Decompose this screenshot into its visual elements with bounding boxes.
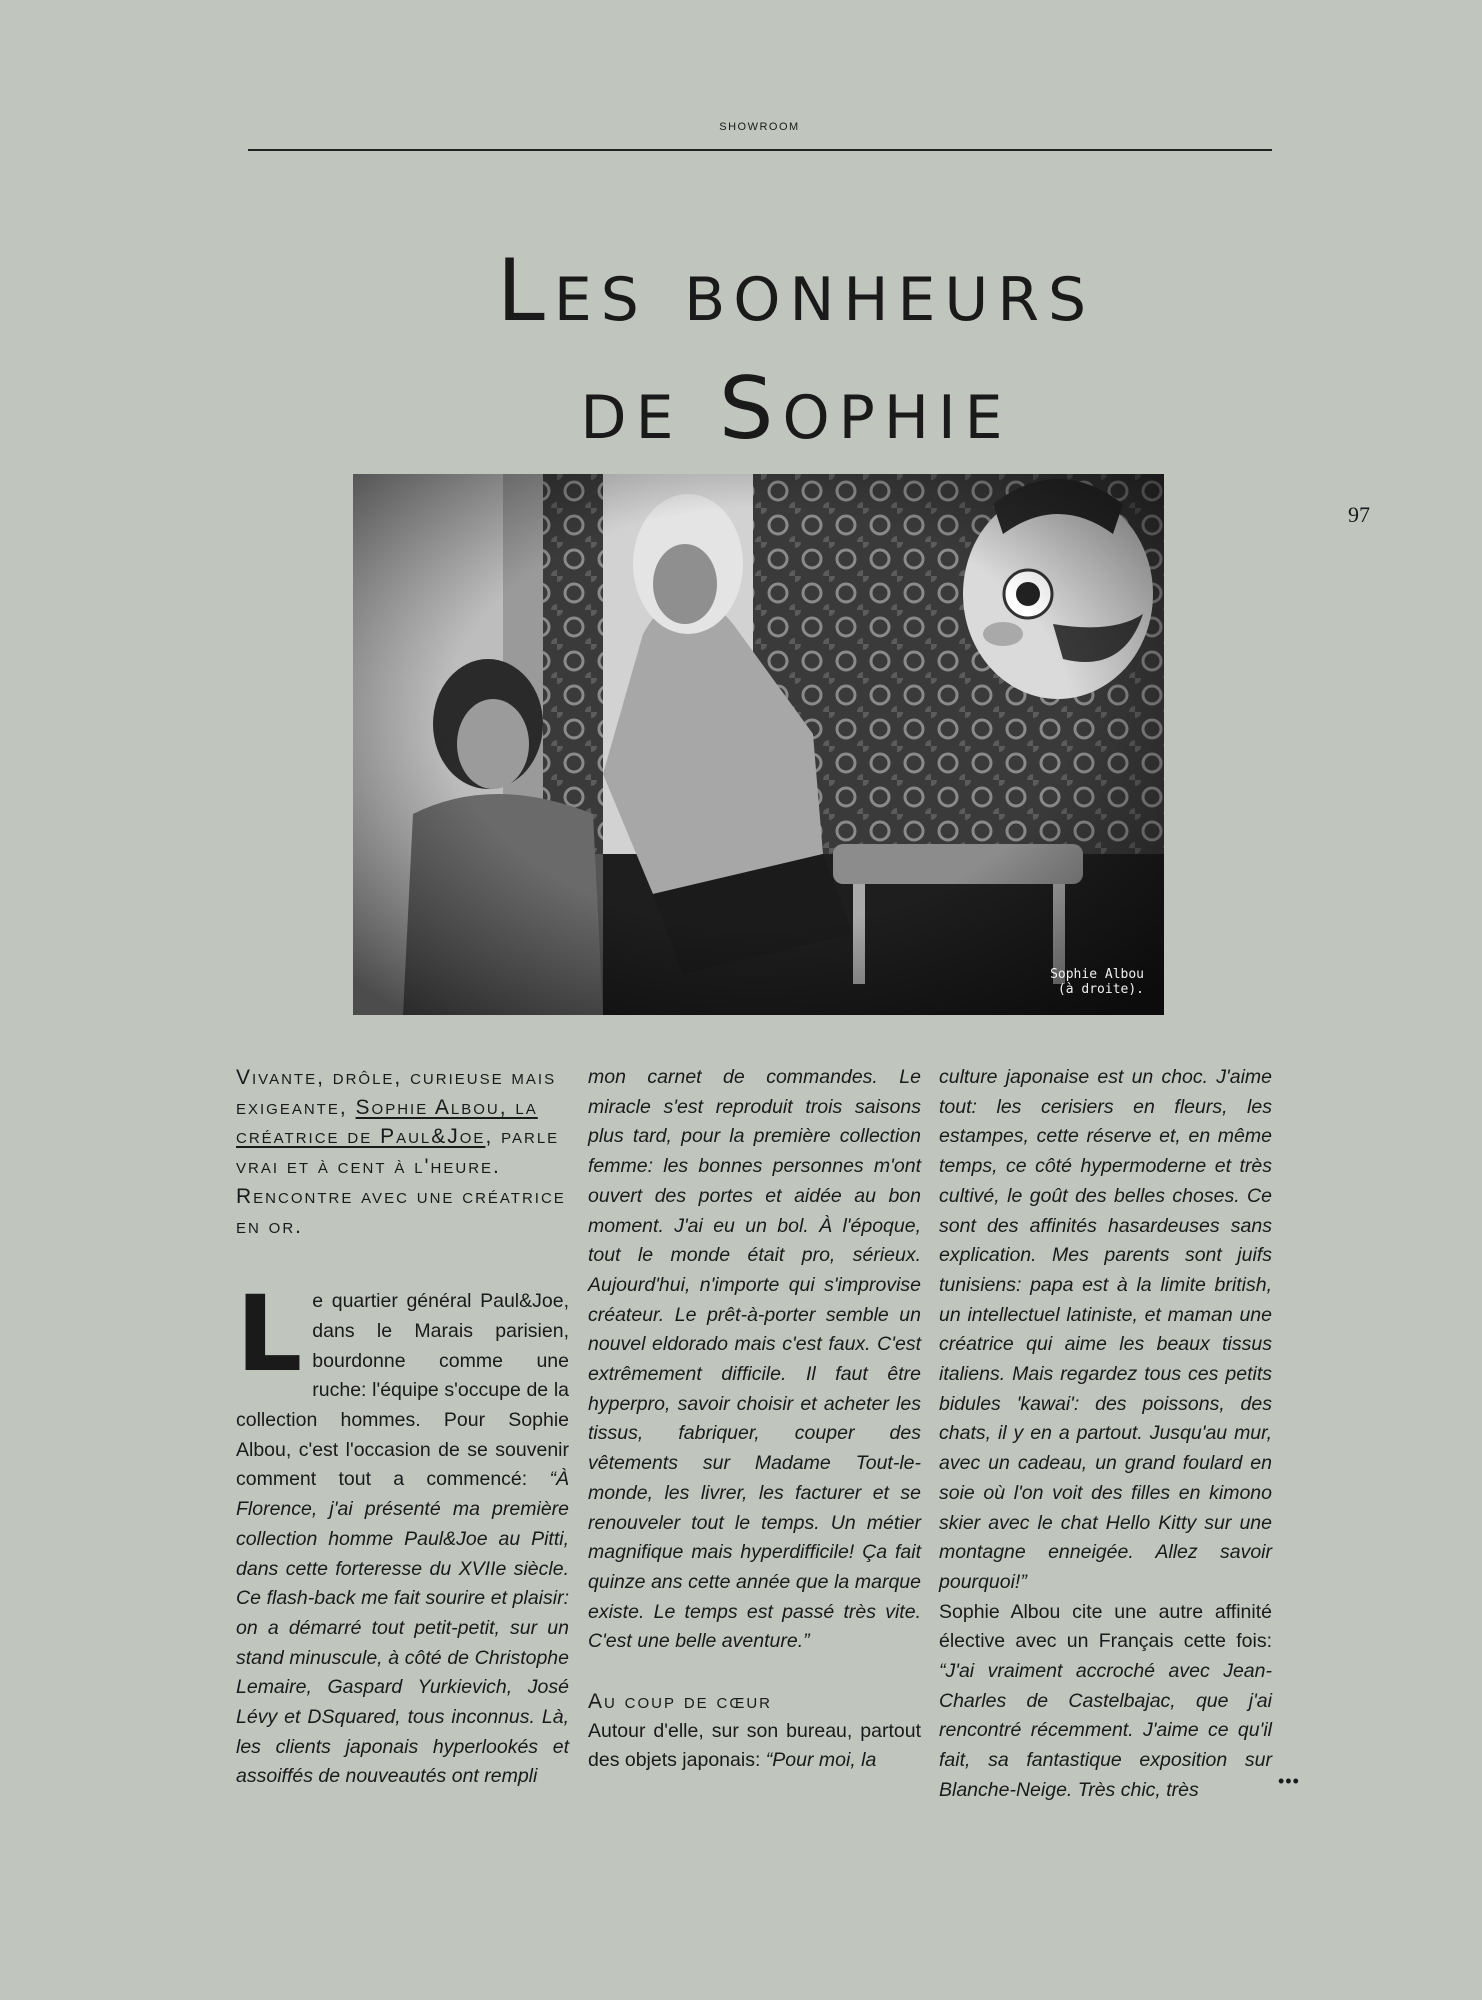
quote-text: “À Florence, j'ai présenté ma première collection homme Paul&Joe au Pitti, dans cette forteresse du XVIIe siècle. Ce flash-back me fait sourire et plaisir: on a démarré tout petit-petit, sur un stand minuscule, à côté de Christophe Lemaire, Gaspard Yurkievich, José Lévy et DSquared, tous inconnus. Là, les clients japonais hyperlookés et assoiffés de nouveautés ont rempli [236,1468,569,1788]
title-line-2: de Sophie [580,359,1012,459]
title-line-1: Les bonheurs [496,241,1096,341]
portrait-photo [353,474,1164,1015]
section-label: SHOWROOM [719,121,800,133]
body-paragraph-1-cont: mon carnet de commandes. Le miracle s'est reproduit trois saisons plus tard, pour la première collection femme: les bonnes personnes m'ont ouvert des portes et aidée au bon moment. J'ai eu un bol. À l'époque, tout le monde était pro, sérieux. Aujourd'hui, n'importe qui s'improvise créateur. Le prêt-à-porter semble un nouvel eldorado mais c'est faux. C'est extrêmement difficile. Il faut être hyperpro, savoir choisir et acheter les tissus, fabriquer, couper des vêtements sur Madame Tout-le-monde, les livrer, les facturer et se renouveler tout le temps. Un métier magnifique mais hyperdifficile! Ça fait quinze ans cette année que la marque existe. Le temps est passé très vite. C'est une belle aventure.” [588,1066,921,1653]
intro-text-2: , parle vrai et à cent à l'heure. Rencontre avec une créatrice en or. [236,1125,566,1238]
photo-illustration [353,474,1164,1015]
header-rule [248,149,1272,151]
body-text: Sophie Albou cite une autre affinité élective avec un Français cette fois: [939,1600,1272,1653]
intro-name-link: Sophie Albou, la créatrice de Paul&Joe [236,1095,538,1149]
article-column-1 [236,1063,569,1792]
body-text: e quartier général Paul&Joe, dans le Marais parisien, bourdonne comme une ruche: l'équipe s'occupe de la collection hommes. Pour Sophie Albou, c'est l'occasion de se souvenir comment tout a commencé: [236,1290,569,1491]
intro-text-1: Vivante, drôle, curieuse mais exigeante, [236,1066,557,1119]
body-paragraph-1 [236,1273,569,1792]
body-paragraph-2 [588,1717,921,1776]
body-paragraph-2-cont: culture japonaise est un choc. J'aime tout: les cerisiers en fleurs, les estampes, cette réserve et, en même temps, ce côté hypermoderne et très cultivé, le goût des belles choses. Ce sont des affinités hasardeuses sans explication. Mes parents sont juifs tunisiens: papa est à la limite british, un intellectuel latiniste, et maman une créatrice qui aime les beaux tissus italiens. Mais regardez tous ces petits bidules 'kawai': des poissons, des chats, il y en a partout. Jusqu'au mur, avec un cadeau, un grand foulard en soie où l'on voit des filles en kimono skier avec le chat Hello Kitty sur une montagne enneigée. Allez savoir pourquoi!” [939,1066,1272,1593]
body-paragraph-3 [939,1598,1272,1806]
body-text: Autour d'elle, sur son bureau, partout des objets japonais: [588,1719,921,1772]
article-title [0,232,1482,468]
quote-text: “J'ai vraiment accroché avec Jean-Charles de Castelbajac, que j'ai rencontré récemment. J'aime ce qu'il fait, sa fantastique exposition sur Blanche-Neige. Très chic, très [939,1660,1272,1801]
article-column-2 [588,1063,921,1776]
photo-caption: Sophie Albou (à droite). [1050,967,1144,997]
article-column-3 [939,1063,1272,1806]
continue-marker: ••• [1278,1771,1300,1791]
intro-deck [236,1063,569,1241]
subhead: Au coup de cœur [588,1690,773,1714]
quote-text: “Pour moi, la [765,1749,877,1772]
drop-cap: L [236,1273,303,1396]
page-number: 97 [1348,502,1370,527]
